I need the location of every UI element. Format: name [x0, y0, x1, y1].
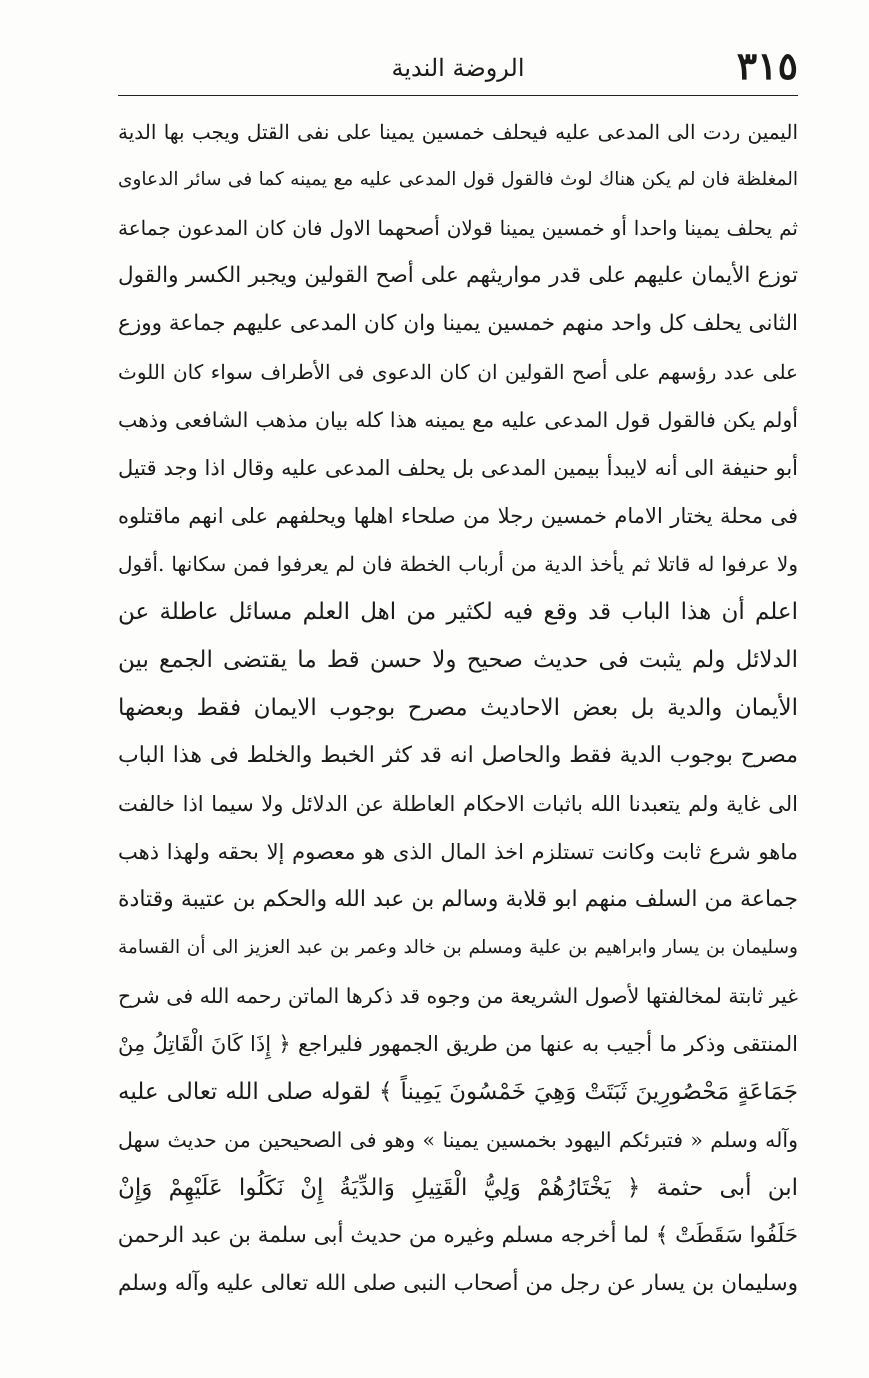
text-line: الأيمان والدية بل بعض الاحاديث مصرح بوجوب الايمان فقط وبعضها: [118, 695, 798, 721]
text-line: المنتقى وذكر ما أجيب به عنها من طريق الجمهور فليراجع ﴿ إِذَا كَانَ الْقَاتِلُ مِنْ: [118, 1032, 798, 1056]
text-line: أولم يكن فالقول قول المدعى عليه مع يمينه هذا كله بيان مذهب الشافعى وذهب: [118, 408, 798, 432]
text-line: وآله وسلم « فتبرئكم اليهود بخمسين يمينا » وهو فى الصحيحين من حديث سهل: [118, 1128, 798, 1152]
text-line: فى محلة يختار الامام خمسين رجلا من صلحاء اهلها ويحلفهم على انهم ماقتلوه: [118, 504, 798, 528]
text-line: اعلم أن هذا الباب قد وقع فيه لكثير من اهل العلم مسائل عاطلة عن: [118, 599, 798, 625]
page-number: ٣١٥: [736, 43, 798, 88]
text-line: جماعة من السلف منهم ابو قلابة وسالم بن عبد الله والحكم بن عتيبة وقتادة: [118, 887, 798, 912]
text-line: غير ثابتة لمخالفتها لأصول الشريعة من وجوه قد ذكرها الماتن رحمه الله فى شرح: [118, 984, 798, 1008]
text-line: وسليمان بن يسار عن رجل من أصحاب النبى صلى الله تعالى عليه وآله وسلم: [118, 1271, 798, 1296]
text-line: المغلظة فان لم يكن هناك لوث فالقول قول المدعى عليه مع يمينه كما فى سائر الدعاوى: [118, 169, 798, 190]
text-line: ماهو شرع ثابت وكانت تستلزم اخذ المال الذى هو معصوم إلا بحقه ولهذا ذهب: [118, 840, 798, 864]
text-line: على عدد رؤسهم على أصح القولين ان كان الدعوى فى الأطراف سواء كان اللوث: [118, 360, 798, 384]
text-line: حَلَفُوا سَقَطَتْ ﴾ لما أخرجه مسلم وغيره من حديث أبى سلمة بن عبد الرحمن: [118, 1223, 798, 1248]
text-line: الدلائل ولم يثبت فى حديث صحيح ولا حسن قط ما يقتضى الجمع بين: [118, 647, 798, 673]
text-line: مصرح بوجوب الدية فقط والحاصل انه قد كثر الخبط والخلط فى هذا الباب: [118, 743, 798, 768]
running-title: الروضة الندية: [391, 54, 525, 82]
text-line: جَمَاعَةٍ مَحْصُورِينَ ثَبَتَتْ وَهِيَ خَمْسُونَ يَمِيناً ﴾ لقوله صلى الله تعالى عليه: [118, 1079, 798, 1105]
text-line: الى غاية ولم يتعبدنا الله باثبات الاحكام العاطلة عن الدلائل ولا سيما اذا خالفت: [118, 792, 798, 816]
text-line: ابن أبى حثمة ﴿ يَخْتَارُهُمْ وَلِيُّ الْقَتِيلِ وَالدِّيَةُ إِنْ نَكَلُوا عَلَيْهِمْ وَإِنْ: [118, 1175, 798, 1201]
page-header: [118, 40, 798, 92]
text-line: ولا عرفوا له قاتلا ثم يأخذ الدية من أرباب الخطة فان لم يعرفوا فمن سكانها .أقول: [118, 552, 798, 576]
text-line: اليمين ردت الى المدعى عليه فيحلف خمسين يمينا على نفى القتل ويجب بها الدية: [118, 120, 798, 144]
body-text: [118, 108, 798, 1308]
text-line: توزع الأيمان عليهم على قدر مواريثهم على أصح القولين ويجبر الكسر والقول: [118, 263, 798, 288]
text-line: ثم يحلف يمينا واحدا أو خمسين يمينا قولان أصحهما الاول فان كان المدعون جماعة: [118, 216, 798, 240]
text-line: وسليمان بن يسار وابراهيم بن علية ومسلم بن خالد وعمر بن عبد العزيز الى أن القسامة: [118, 937, 798, 958]
text-line: الثانى يحلف كل واحد منهم خمسين يمينا وان كان المدعى عليهم جماعة ووزع: [118, 311, 798, 336]
text-line: أبو حنيفة الى أنه لايبدأ بيمين المدعى بل يحلف المدعى عليه وقال اذا وجد قتيل: [118, 456, 798, 480]
header-rule: [118, 95, 798, 96]
